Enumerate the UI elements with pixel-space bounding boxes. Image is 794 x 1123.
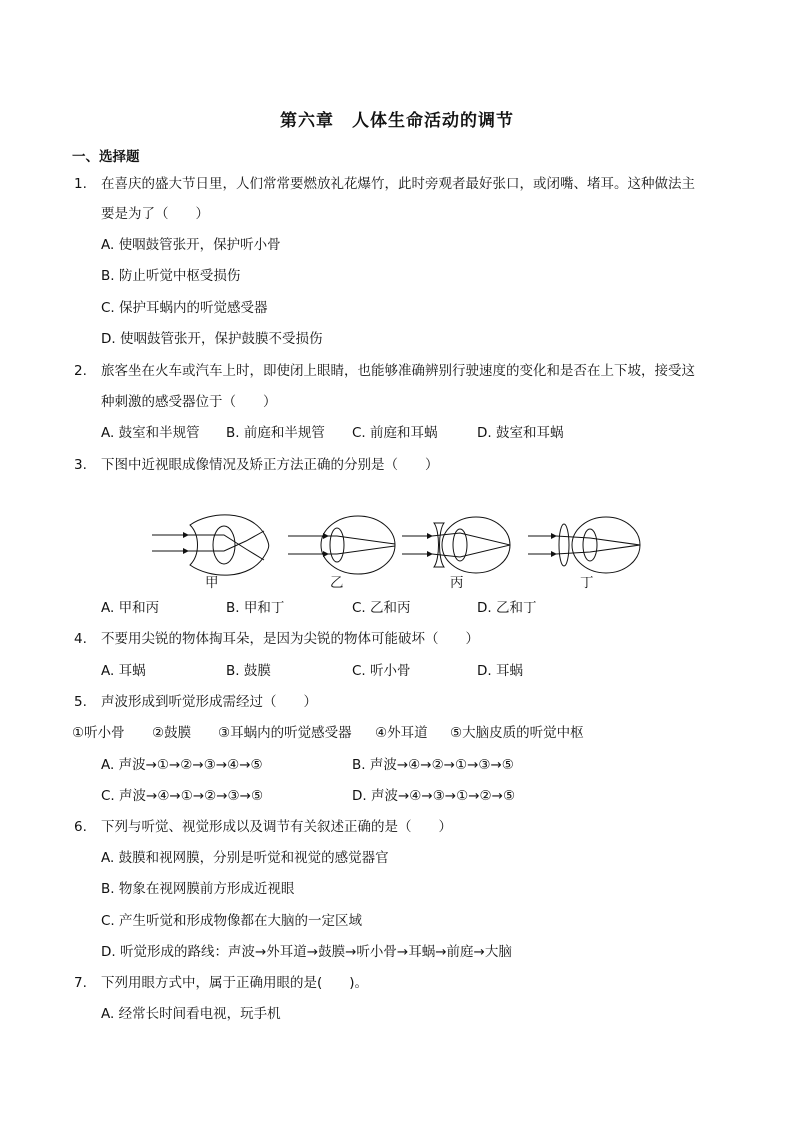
q3-option-c: C. 乙和丙 bbox=[352, 600, 411, 616]
q5-option-c: C. 声波→④→①→②→③→⑤ bbox=[101, 788, 264, 804]
page-title: 第六章 人体生命活动的调节 bbox=[280, 111, 514, 131]
q4-option-b: B. 鼓膜 bbox=[226, 663, 271, 679]
q5-item-3: ③耳蜗内的听觉感受器 bbox=[218, 725, 352, 741]
q5-stem-line1: 声波形成到听觉形成需经过（ ） bbox=[101, 694, 317, 710]
eye-label-ding: 丁 bbox=[580, 575, 594, 591]
eye-ding-figure bbox=[528, 517, 640, 573]
q2-option-a: A. 鼓室和半规管 bbox=[101, 425, 200, 441]
eye-yi-figure bbox=[288, 516, 395, 574]
q3-option-a: A. 甲和丙 bbox=[101, 600, 160, 616]
q6-stem-line1: 下列与听觉、视觉形成以及调节有关叙述正确的是（ ） bbox=[101, 819, 452, 835]
q2-stem-line2: 种刺激的感受器位于（ ） bbox=[101, 394, 277, 410]
q1-option-a: A. 使咽鼓管张开，保护听小骨 bbox=[101, 237, 281, 253]
q7-option-a: A. 经常长时间看电视，玩手机 bbox=[101, 1006, 281, 1022]
eye-jia-figure bbox=[152, 515, 269, 575]
q7-number: 7. bbox=[74, 975, 87, 991]
q5-option-d: D. 声波→④→③→①→②→⑤ bbox=[352, 788, 516, 804]
q4-option-c: C. 听小骨 bbox=[352, 663, 411, 679]
q4-option-a: A. 耳蜗 bbox=[101, 663, 146, 679]
q4-stem-line1: 不要用尖锐的物体掏耳朵，是因为尖锐的物体可能破坏（ ） bbox=[101, 631, 479, 647]
q3-option-b: B. 甲和丁 bbox=[226, 600, 285, 616]
q6-option-d: D. 听觉形成的路线：声波→外耳道→鼓膜→听小骨→耳蜗→前庭→大脑 bbox=[101, 944, 512, 960]
q5-item-1: ①听小骨 bbox=[72, 725, 125, 741]
q3-option-d: D. 乙和丁 bbox=[477, 600, 537, 616]
q1-number: 1. bbox=[74, 176, 87, 192]
q2-number: 2. bbox=[74, 363, 87, 379]
eye-label-jia: 甲 bbox=[205, 575, 219, 591]
q5-option-b: B. 声波→④→②→①→③→⑤ bbox=[352, 757, 514, 773]
q5-item-5: ⑤大脑皮质的听觉中枢 bbox=[450, 725, 584, 741]
q1-option-d: D. 使咽鼓管张开，保护鼓膜不受损伤 bbox=[101, 331, 323, 347]
q1-option-c: C. 保护耳蜗内的听觉感受器 bbox=[101, 300, 268, 316]
q7-stem-line1: 下列用眼方式中，属于正确用眼的是( )。 bbox=[101, 975, 369, 991]
section-heading: 一、选择题 bbox=[72, 149, 140, 165]
q2-option-b: B. 前庭和半规管 bbox=[226, 425, 325, 441]
q3-stem-line1: 下图中近视眼成像情况及矫正方法正确的分别是（ ） bbox=[101, 457, 439, 473]
q6-number: 6. bbox=[74, 819, 87, 835]
q4-number: 4. bbox=[74, 631, 87, 647]
q5-item-2: ②鼓膜 bbox=[152, 725, 192, 741]
q2-option-c: C. 前庭和耳蜗 bbox=[352, 425, 438, 441]
q2-stem-line1: 旅客坐在火车或汽车上时，即使闭上眼睛，也能够准确辨别行驶速度的变化和是否在上下坡，接受这 bbox=[101, 363, 695, 379]
q6-option-b: B. 物象在视网膜前方形成近视眼 bbox=[101, 881, 295, 897]
q4-option-d: D. 耳蜗 bbox=[477, 663, 523, 679]
q1-stem-line1: 在喜庆的盛大节日里，人们常常要燃放礼花爆竹，此时旁观者最好张口，或闭嘴、堵耳。这种做法主 bbox=[101, 176, 695, 192]
eye-label-bing: 丙 bbox=[450, 575, 464, 591]
q1-stem-line2: 要是为了（ ） bbox=[101, 206, 209, 222]
q2-option-d: D. 鼓室和耳蜗 bbox=[477, 425, 564, 441]
q6-option-c: C. 产生听觉和形成物像都在大脑的一定区域 bbox=[101, 913, 363, 929]
q5-item-4: ④外耳道 bbox=[375, 725, 428, 741]
q5-number: 5. bbox=[74, 694, 87, 710]
q3-number: 3. bbox=[74, 457, 87, 473]
eye-label-yi: 乙 bbox=[330, 575, 344, 591]
q5-option-a: A. 声波→①→②→③→④→⑤ bbox=[101, 757, 263, 773]
eye-bing-figure bbox=[402, 517, 510, 573]
q1-option-b: B. 防止听觉中枢受损伤 bbox=[101, 268, 241, 284]
q6-option-a: A. 鼓膜和视网膜，分别是听觉和视觉的感觉器官 bbox=[101, 850, 389, 866]
